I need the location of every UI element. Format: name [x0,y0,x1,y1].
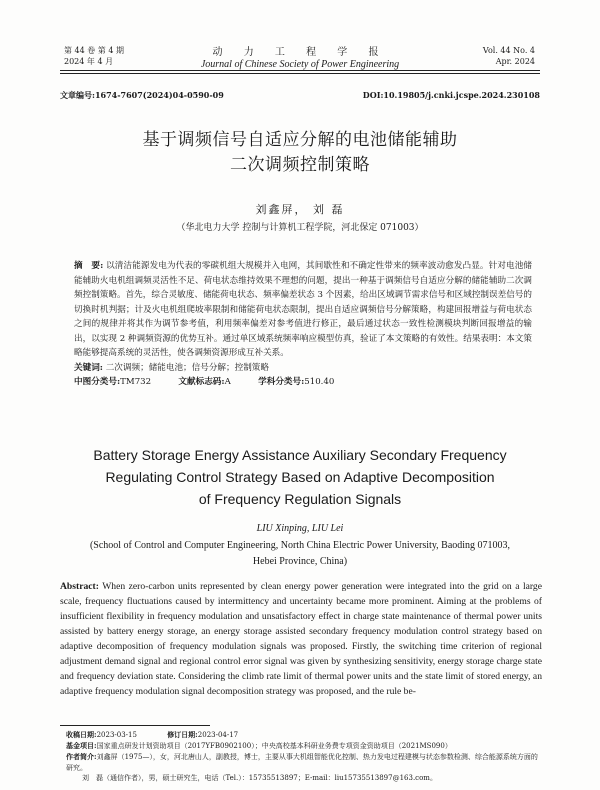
header-volume-cn: 第 44 卷 第 4 期 2024 年 4 月 [64,46,124,66]
authors-cn: 刘鑫屏， 刘 磊 [255,203,345,216]
footnote-contact: 刘 磊（通信作者），男，硕士研究生，电话（Tel.）：15735513897；E-mail：liu15735513897@163.com。 [82,774,437,782]
abstract-text-en: When zero-carbon units represented by clean energy power generation were integrated into the grid on a large scale, frequency fluctuations caused by intermittency and uncertainty became more prominent. Aiming at the problems of insufficient flexibility in frequency modulation and unsatisfactory effect in charge state maintenance of thermal power units assisted by battery energy storage, an energy storage assisted secondary frequency modulation control strategy based on adaptive decomposition of frequency modulation signals was proposed. Firstly, the switching time criterion of regional adjustment demand signal and regional control error signal was given by synthesizing sensitivity, energy storage charge state and frequency deviation state. Considering the climb rate limit of thermal power units and the state limit of stored energy, an adaptive frequency modulation signal decomposition strategy was proposed, and the rule be- [60,581,542,697]
classification-row: 中图分类号:TM732 文献标志码:A 学科分类号:510.40 [74,377,335,387]
footnote-bio: 作者简介:刘鑫屏（1975—），女，河北唐山人，副教授，博士，主要从事大机组智能优化控制、热力发电过程建模与状态参数检测、综合能源系统方面的研究。 [66,752,538,772]
received-date: 2023-03-15 [96,731,137,739]
affiliation-en: (School of Control and Computer Engineering, North China Electric Power University, Baoding 071003, Hebei Province, China) [89,540,511,567]
article-number: 文章编号:1674-7607(2024)04-0590-09 [60,90,224,100]
affiliation-cn: （华北电力大学 控制与计算机工程学院，河北保定 071003） [176,223,424,233]
header-volume-en: Vol. 44 No. 4 Apr. 2024 [482,46,535,66]
header-rule [60,70,540,71]
clc-code: TM732 [120,377,152,387]
abstract-label-en: Abstract: [60,581,99,592]
page-title-cn: 基于调频信号自适应分解的电池储能辅助 二次调频控制策略 [142,130,458,175]
footnote-dates: 收稿日期:2023-03-15 修订日期:2023-04-17 [66,730,239,739]
footnote-rule [60,725,210,726]
abstract-text-cn: 以清洁能源发电为代表的零碳机组大规模并入电网，其间歇性和不确定性带来的频率波动愈发凸显。针对电池储能辅助火电机组调频灵活性不足、荷电状态维持效果不理想的问题，提出一种基于调频信号自适应分解的储能辅助二次调频控制策略。首先，综合灵敏度、储能荷电状态、频率偏差状态 3 个因素，给出区域调节需求信号和区域控制误差信号的切换时机判据；计及火电机组爬坡率限制和储能荷电状态限制，提出自适应调频信号分解策略，构建回报增益与荷电状态之间的规律并将其作为调节参考值，利用频率偏差对参考值进行修正，最后通过状态一致性检测模块判断回报增益的输出，以实现 2 种调频资源的优势互补。通过单区域系统频率响应模型仿真，验证了本文策略的有效性。结果表明：本文策略能够提高系统的灵活性，使各调频资源形成互补关系。 [74,261,532,358]
revised-date: 2023-04-17 [197,731,239,739]
journal-name-en: Journal of Chinese Society of Power Engineering [200,59,400,70]
authors-en: LIU Xinping, LIU Lei [256,523,344,534]
abstract-cn [74,259,532,390]
doi: DOI:10.19805/j.cnki.jcspe.2024.230108 [362,90,540,100]
journal-name-cn: 动 力 工 程 学 报 [212,47,388,58]
doc-code: A [224,377,231,387]
abstract-en [60,579,542,699]
subject-code: 510.40 [304,377,335,387]
keywords-cn: 二次调频；储能电池；信号分解；控制策略 [105,362,269,373]
footnote-fund: 基金项目:国家重点研发计划资助项目（2017YFB0902100）；中央高校基本科研业务费专项资金资助项目（2021MS090） [66,741,452,750]
header-rule [60,73,540,74]
abstract-label-cn: 摘 要: [74,261,104,271]
keywords-label-cn: 关键词: [74,362,103,373]
page-title-en: Battery Storage Energy Assistance Auxiliary Secondary Frequency Regulating Control Strategy Based on Adaptive Decomposition of Frequency Regulation Signals [93,447,507,507]
journal-header [150,43,450,70]
